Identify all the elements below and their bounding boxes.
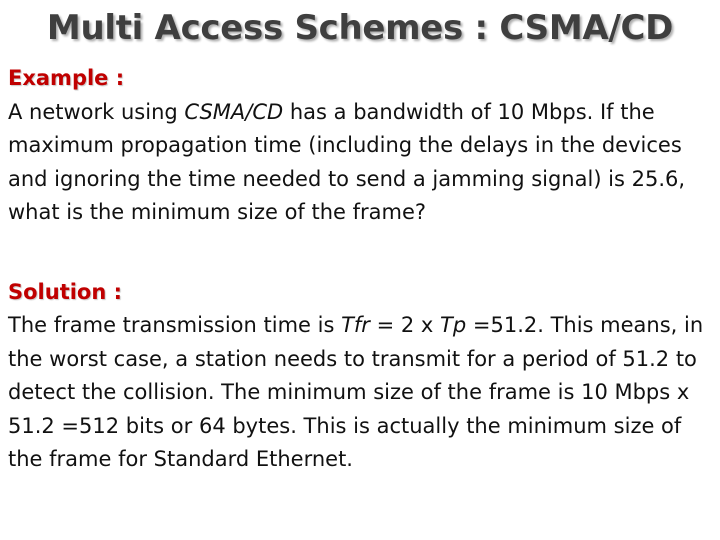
- example-text-csmacd: CSMA/CD: [184, 99, 284, 124]
- example-text-2: has a bandwidth of 10 Mbps. If the maximum propagation time (including the delays in the devices and ignoring the time needed to send a jamming signal) is 25.6, what is the minimum size of the frame?: [8, 99, 686, 224]
- example-heading: Example :: [8, 66, 125, 90]
- solution-text-2: = 2 x: [369, 313, 441, 337]
- solution-text-tp: Tp: [440, 313, 467, 337]
- solution-text-tfr: Tfr: [341, 313, 370, 337]
- slide-content: [8, 62, 714, 477]
- solution-text-3: =51.2. This means, in the worst case, a station needs to transmit for a period of 51.2 to detect the collision. The minimum size of the frame is 10 Mbps x 51.2 =512 bits or 64 bytes. This is actually the minimum size of the frame for Standard Ethernet.: [8, 313, 704, 471]
- example-text-1: A network using: [8, 99, 185, 124]
- solution-answer: [8, 309, 714, 477]
- solution-text-1: The frame transmission time is: [8, 313, 342, 337]
- spacer: [8, 230, 714, 276]
- example-question: [8, 96, 714, 230]
- solution-heading: Solution :: [8, 279, 123, 304]
- slide-title: Multi Access Schemes : CSMA/CD: [46, 8, 674, 48]
